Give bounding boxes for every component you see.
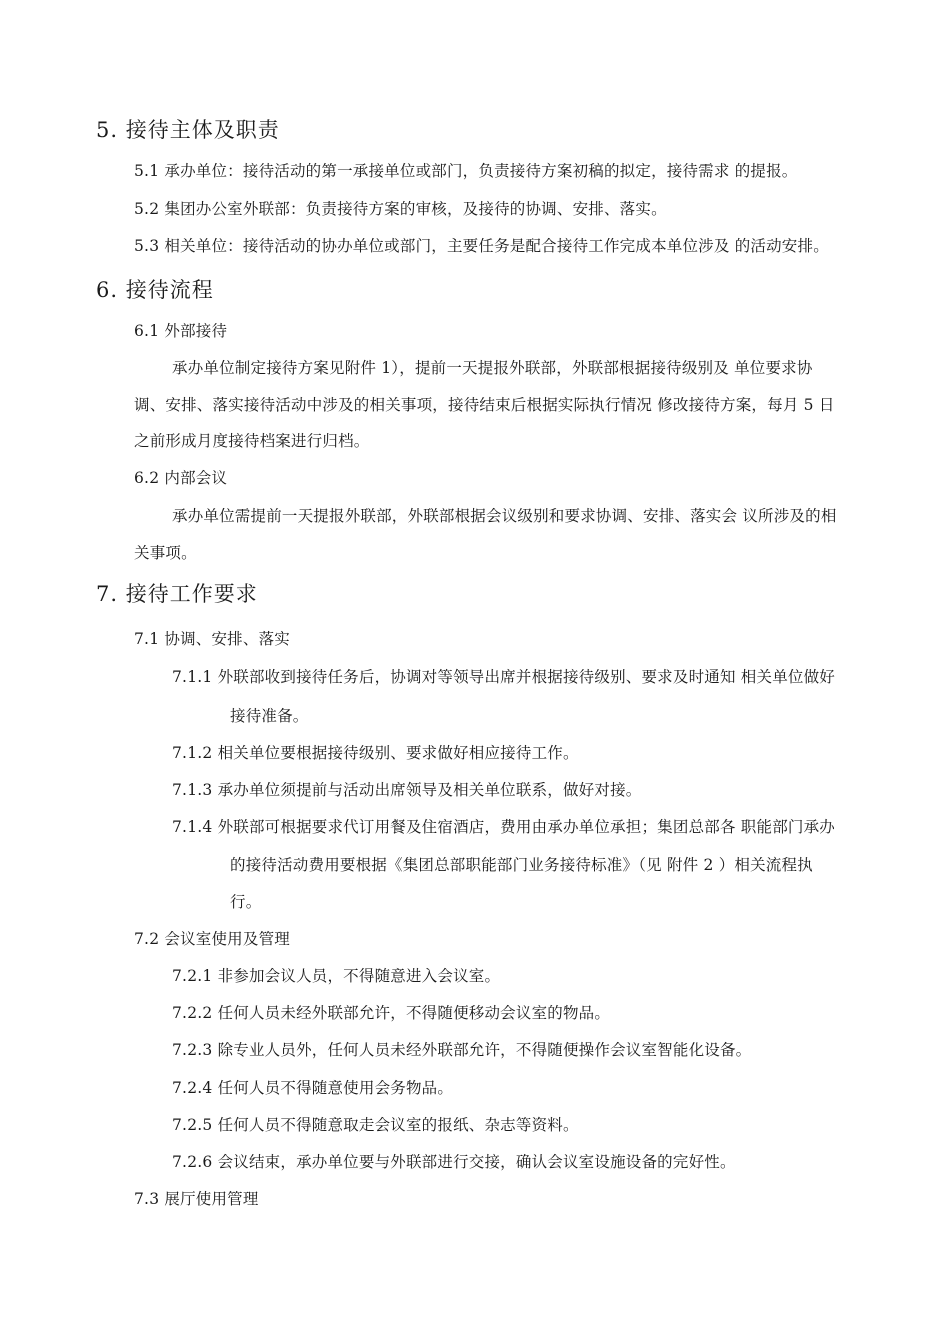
item-7-2-2: 7.2.2 任何人员未经外联部允许，不得随便移动会议室的物品。	[172, 1004, 611, 1022]
subsection-6-1-title: 6.1 外部接待	[134, 322, 228, 340]
item-7-1-2: 7.1.2 相关单位要根据接待级别、要求做好相应接待工作。	[172, 744, 579, 762]
item-7-2-4: 7.2.4 任何人员不得随意使用会务物品。	[172, 1079, 454, 1097]
item-7-1-4-line-1: 7.1.4 外联部可根据要求代订用餐及住宿酒店，费用由承办单位承担；集团总部各 职能部门承办	[172, 818, 835, 836]
item-7-1-4-line-3: 行。	[230, 893, 262, 911]
item-7-1-3: 7.1.3 承办单位须提前与活动出席领导及相关单位联系，做好对接。	[172, 781, 642, 799]
item-5-1: 5.1 承办单位：接待活动的第一承接单位或部门，负责接待方案初稿的拟定，接待需求 的提报。	[134, 162, 798, 180]
subsection-7-1-title: 7.1 协调、安排、落实	[134, 630, 290, 648]
paragraph-6-1-line-1: 承办单位制定接待方案见附件 1），提前一天提报外联部，外联部根据接待级别及 单位要求协	[172, 359, 813, 377]
item-5-2: 5.2 集团办公室外联部：负责接待方案的审核，及接待的协调、安排、落实。	[134, 200, 667, 218]
paragraph-6-2-line-2: 关事项。	[134, 544, 197, 562]
subsection-6-2-title: 6.2 内部会议	[134, 469, 228, 487]
item-7-1-1-line-1: 7.1.1 外联部收到接待任务后，协调对等领导出席并根据接待级别、要求及时通知 相关单位做好	[172, 668, 835, 686]
item-7-2-5: 7.2.5 任何人员不得随意取走会议室的报纸、杂志等资料。	[172, 1116, 579, 1134]
paragraph-6-1-line-3: 之前形成月度接待档案进行归档。	[134, 432, 370, 450]
section-7-heading: 7. 接待工作要求	[96, 582, 258, 606]
item-7-1-1-line-2: 接待准备。	[230, 707, 309, 725]
item-7-2-3: 7.2.3 除专业人员外，任何人员未经外联部允许，不得随便操作会议室智能化设备。	[172, 1041, 752, 1059]
section-6-heading: 6. 接待流程	[96, 278, 214, 302]
item-5-3: 5.3 相关单位：接待活动的协办单位或部门，主要任务是配合接待工作完成本单位涉及 的活动安排。	[134, 237, 829, 255]
item-7-2-6: 7.2.6 会议结束，承办单位要与外联部进行交接，确认会议室设施设备的完好性。	[172, 1153, 736, 1171]
section-5-heading: 5. 接待主体及职责	[96, 118, 280, 142]
item-7-1-4-line-2: 的接待活动费用要根据《集团总部职能部门业务接待标准》（见 附件 2 ）相关流程执	[230, 856, 813, 874]
paragraph-6-2-line-1: 承办单位需提前一天提报外联部，外联部根据会议级别和要求协调、安排、落实会 议所涉及的相	[172, 507, 837, 525]
item-7-2-1: 7.2.1 非参加会议人员，不得随意进入会议室。	[172, 967, 501, 985]
paragraph-6-1-line-2: 调、安排、落实接待活动中涉及的相关事项，接待结束后根据实际执行情况 修改接待方案，每月 5 日	[134, 396, 835, 414]
subsection-7-2-title: 7.2 会议室使用及管理	[134, 930, 290, 948]
subsection-7-3-title: 7.3 展厅使用管理	[134, 1190, 259, 1208]
